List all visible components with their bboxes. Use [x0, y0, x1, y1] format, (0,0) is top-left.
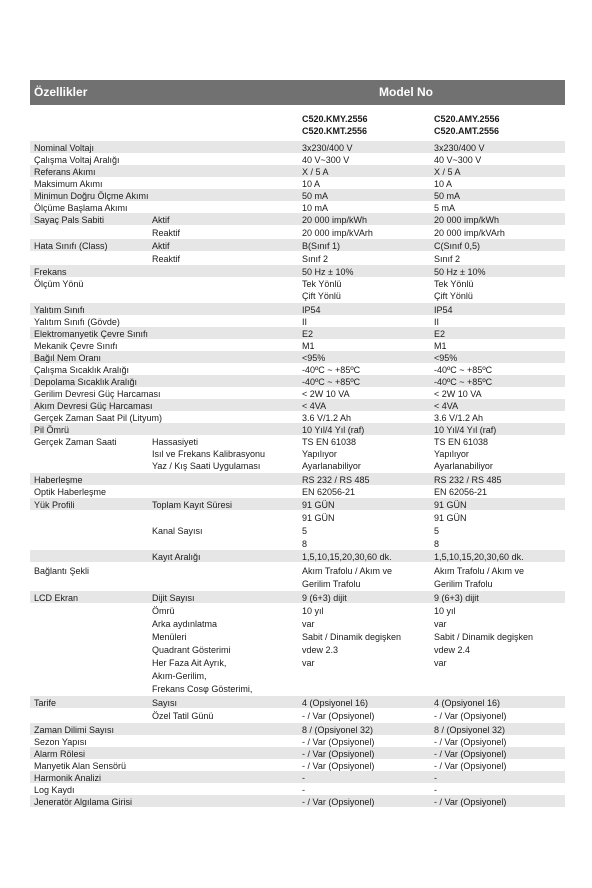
table-row	[30, 682, 565, 694]
feature-label: LCD Ekran	[34, 592, 79, 603]
model-a-value: 8 / (Opsiyonel 32)	[302, 724, 374, 735]
model-a-value: -	[302, 772, 305, 783]
feature-label: Bağıl Nem Oranı	[34, 352, 102, 363]
sub-feature-label: Toplam Kayıt Süresi	[152, 499, 233, 510]
model-a-value: var	[302, 657, 315, 668]
model-a-value: 40 V~300 V	[302, 154, 350, 165]
model-a-value: < 2W 10 VA	[302, 388, 350, 399]
model-a-value: B(Sınıf 1)	[302, 240, 341, 251]
table-row	[30, 771, 565, 783]
model-b-value: 3.6 V/1.2 Ah	[434, 412, 484, 423]
model-b-code-1: C520.AMY.2556	[434, 114, 500, 124]
feature-label: Mekanik Çevre Sınıfı	[34, 340, 118, 351]
model-a-value: 5	[302, 525, 308, 536]
sub-feature-label: Frekans Cosφ Gösterimi,	[152, 683, 253, 694]
table-row	[30, 669, 565, 681]
feature-label: Zaman Dilimi Sayısı	[34, 724, 115, 735]
sub-feature-label: Akım-Gerilim,	[152, 670, 207, 681]
sub-feature-label: Reaktif	[152, 227, 181, 238]
model-a-value: <95%	[302, 352, 326, 363]
model-a-value: - / Var (Opsiyonel)	[302, 796, 375, 807]
model-b-value: II	[434, 316, 440, 327]
model-b-value: 20 000 imp/kVArh	[434, 227, 505, 238]
table-row	[30, 735, 565, 747]
model-a-value: 50 mA	[302, 190, 329, 201]
model-b-value: - / Var (Opsiyonel)	[434, 796, 507, 807]
sub-feature-label: Aktif	[152, 214, 170, 225]
table-row	[30, 213, 565, 225]
feature-label: Bağlantı Şekli	[34, 565, 90, 576]
model-b-value: var	[434, 657, 447, 668]
model-b-value: 50 Hz ± 10%	[434, 266, 486, 277]
feature-label: Alarm Rölesi	[34, 748, 86, 759]
model-a-value: X / 5 A	[302, 166, 329, 177]
model-b-value: 10 A	[434, 178, 453, 189]
table-row	[30, 537, 565, 549]
sub-feature-label: Ömrü	[152, 605, 175, 616]
model-a-value: Yapılıyor	[302, 448, 337, 459]
feature-label: Hata Sınıfı (Class)	[34, 240, 108, 251]
sub-feature-label: Menüleri	[152, 631, 187, 642]
table-row	[30, 577, 565, 589]
feature-label: Tarife	[34, 697, 57, 708]
table-row	[30, 339, 565, 351]
model-a-value: < 4VA	[302, 400, 327, 411]
table-row	[30, 153, 565, 165]
sub-feature-label: Kayıt Aralığı	[152, 551, 201, 562]
feature-label: Çalışma Sıcaklık Aralığı	[34, 364, 130, 375]
model-b-value: vdew 2.4	[434, 644, 471, 655]
model-a-value: 91 GÜN	[302, 499, 335, 510]
model-b-value: -	[434, 784, 437, 795]
model-a-value: TS EN 61038	[302, 436, 357, 447]
model-b-value: E2	[434, 328, 446, 339]
model-b-value: Tek Yönlü	[434, 278, 474, 289]
model-b-heading	[434, 113, 500, 137]
model-a-value: -40ºC ~ +85ºC	[302, 376, 361, 387]
feature-label: Jeneratör Algılama Girisi	[34, 796, 133, 807]
feature-label: Yalıtım Sınıfı (Gövde)	[34, 316, 120, 327]
model-a-value: 20 000 imp/kVArh	[302, 227, 373, 238]
model-b-code-2: C520.AMT.2556	[434, 126, 500, 136]
table-row	[30, 723, 565, 735]
sub-feature-label: Isıl ve Frekans Kalibrasyonu	[152, 448, 266, 459]
table-row	[30, 315, 565, 327]
model-b-value: 91 GÜN	[434, 499, 467, 510]
model-a-value: II	[302, 316, 308, 327]
table-row	[30, 709, 565, 721]
model-b-value: var	[434, 618, 447, 629]
table-row	[30, 177, 565, 189]
sub-feature-label: Arka aydınlatma	[152, 618, 218, 629]
feature-label: Log Kaydı	[34, 784, 75, 795]
model-b-value: 91 GÜN	[434, 512, 467, 523]
model-a-value: 1,5,10,15,20,30,60 dk.	[302, 551, 392, 562]
table-row	[30, 643, 565, 655]
model-b-value: 8	[434, 538, 440, 549]
features-heading: Özellikler	[34, 85, 88, 99]
feature-label: Sayaç Pals Sabiti	[34, 214, 105, 225]
model-b-value: 3x230/400 V	[434, 142, 485, 153]
model-a-value: - / Var (Opsiyonel)	[302, 760, 375, 771]
model-a-value: 9 (6+3) dijit	[302, 592, 347, 603]
feature-label: Frekans	[34, 266, 67, 277]
table-row	[30, 473, 565, 485]
model-b-value: -40ºC ~ +85ºC	[434, 364, 493, 375]
model-b-value: < 4VA	[434, 400, 459, 411]
table-row	[30, 351, 565, 363]
model-a-value: 10 yıl	[302, 605, 324, 616]
table-row	[30, 303, 565, 315]
table-row	[30, 226, 565, 238]
model-b-value: 50 mA	[434, 190, 461, 201]
model-a-value: 20 000 imp/kWh	[302, 214, 368, 225]
model-b-value: Ayarlanabiliyor	[434, 460, 493, 471]
model-b-value: < 2W 10 VA	[434, 388, 482, 399]
model-b-value: -40ºC ~ +85ºC	[434, 376, 493, 387]
model-a-value: - / Var (Opsiyonel)	[302, 748, 375, 759]
table-row	[30, 524, 565, 536]
model-a-code-1: C520.KMY.2556	[302, 114, 368, 124]
model-b-value: - / Var (Opsiyonel)	[434, 736, 507, 747]
model-a-value: Tek Yönlü	[302, 278, 342, 289]
model-a-value: Ayarlanabiliyor	[302, 460, 361, 471]
table-row	[30, 277, 565, 289]
model-b-value: 8 / (Opsiyonel 32)	[434, 724, 506, 735]
model-a-value: E2	[302, 328, 314, 339]
table-row	[30, 604, 565, 616]
table-row	[30, 201, 565, 213]
table-row	[30, 239, 565, 251]
model-b-value: 10 yıl	[434, 605, 456, 616]
feature-label: Referans Akımı	[34, 166, 96, 177]
model-a-value: RS 232 / RS 485	[302, 474, 370, 485]
table-row	[30, 447, 565, 459]
feature-label: Ölçüm Yönü	[34, 278, 84, 289]
table-row	[30, 795, 565, 807]
model-b-value: Sınıf 2	[434, 253, 461, 264]
model-b-value: - / Var (Opsiyonel)	[434, 760, 507, 771]
table-row	[30, 423, 565, 435]
feature-label: Depolama Sıcaklık Aralığı	[34, 376, 138, 387]
model-a-value: -40ºC ~ +85ºC	[302, 364, 361, 375]
model-b-value: IP54	[434, 304, 453, 315]
model-a-value: 4 (Opsiyonel 16)	[302, 697, 369, 708]
feature-label: Sezon Yapısı	[34, 736, 87, 747]
model-b-value: Yapılıyor	[434, 448, 469, 459]
model-a-value: Akım Trafolu / Akım ve	[302, 565, 393, 576]
sub-feature-label: Quadrant Gösterimi	[152, 644, 231, 655]
table-row	[30, 550, 565, 562]
table-row	[30, 363, 565, 375]
model-a-value: EN 62056-21	[302, 486, 356, 497]
sub-feature-label: Hassasiyeti	[152, 436, 199, 447]
feature-label: Nominal Voltajı	[34, 142, 95, 153]
table-row	[30, 591, 565, 603]
sub-feature-label: Kanal Sayısı	[152, 525, 203, 536]
model-b-value: EN 62056-21	[434, 486, 488, 497]
model-b-value: TS EN 61038	[434, 436, 489, 447]
table-row	[30, 289, 565, 301]
spec-sheet	[30, 80, 565, 812]
model-b-value: 1,5,10,15,20,30,60 dk.	[434, 551, 524, 562]
model-a-value: 10 mA	[302, 202, 329, 213]
feature-label: Manyetik Alan Sensörü	[34, 760, 127, 771]
model-b-value: 4 (Opsiyonel 16)	[434, 697, 501, 708]
model-b-value: Gerilim Trafolu	[434, 578, 493, 589]
model-a-value: Sınıf 2	[302, 253, 329, 264]
model-a-value: var	[302, 618, 315, 629]
sub-feature-label: Reaktif	[152, 253, 181, 264]
table-header-bar	[30, 80, 565, 105]
feature-label: Optik Haberleşme	[34, 486, 107, 497]
table-row	[30, 498, 565, 510]
table-row	[30, 485, 565, 497]
table-row	[30, 511, 565, 523]
sub-feature-label: Özel Tatil Günü	[152, 710, 214, 721]
feature-label: Gerilim Devresi Güç Harcaması	[34, 388, 161, 399]
table-row	[30, 375, 565, 387]
model-b-value: 40 V~300 V	[434, 154, 482, 165]
model-b-value: - / Var (Opsiyonel)	[434, 710, 507, 721]
feature-label: Çalışma Voltaj Aralığı	[34, 154, 120, 165]
model-a-value: 10 A	[302, 178, 321, 189]
model-b-value: X / 5 A	[434, 166, 461, 177]
table-row	[30, 617, 565, 629]
model-a-value: Çift Yönlü	[302, 290, 341, 301]
table-row	[30, 165, 565, 177]
feature-label: Harmonik Analizi	[34, 772, 102, 783]
table-row	[30, 435, 565, 447]
table-row	[30, 411, 565, 423]
table-row	[30, 747, 565, 759]
table-row	[30, 564, 565, 576]
model-no-heading: Model No	[379, 85, 433, 99]
sub-feature-label: Aktif	[152, 240, 170, 251]
model-b-value: Sabit / Dinamik degişken	[434, 631, 534, 642]
model-a-value: - / Var (Opsiyonel)	[302, 710, 375, 721]
sub-feature-label: Sayısı	[152, 697, 178, 708]
table-row	[30, 459, 565, 471]
table-row	[30, 252, 565, 264]
sub-feature-label: Dijit Sayısı	[152, 592, 195, 603]
model-b-value: C(Sınıf 0,5)	[434, 240, 481, 251]
model-a-value: vdew 2.3	[302, 644, 339, 655]
sub-feature-label: Her Faza Ait Ayrık,	[152, 657, 227, 668]
model-a-value: 91 GÜN	[302, 512, 335, 523]
table-row	[30, 141, 565, 153]
model-a-code-2: C520.KMT.2556	[302, 126, 368, 136]
model-a-heading	[302, 113, 368, 137]
model-a-value: Sabit / Dinamik degişken	[302, 631, 402, 642]
feature-label: Pil Ömrü	[34, 424, 70, 435]
feature-label: Gerçek Zaman Saat Pil (Lityum)	[34, 412, 163, 423]
model-b-value: 5	[434, 525, 440, 536]
model-a-value: 8	[302, 538, 308, 549]
table-row	[30, 630, 565, 642]
table-row	[30, 399, 565, 411]
model-b-value: 5 mA	[434, 202, 456, 213]
model-b-value: - / Var (Opsiyonel)	[434, 748, 507, 759]
table-row	[30, 696, 565, 708]
table-row	[30, 783, 565, 795]
feature-label: Yük Profili	[34, 499, 75, 510]
feature-label: Haberleşme	[34, 474, 83, 485]
model-a-value: IP54	[302, 304, 321, 315]
model-b-value: <95%	[434, 352, 458, 363]
model-a-value: M1	[302, 340, 315, 351]
table-row	[30, 656, 565, 668]
model-a-value: 3.6 V/1.2 Ah	[302, 412, 352, 423]
feature-label: Gerçek Zaman Saati	[34, 436, 117, 447]
model-b-value: M1	[434, 340, 447, 351]
model-b-value: Akım Trafolu / Akım ve	[434, 565, 525, 576]
feature-label: Yalıtım Sınıfı	[34, 304, 85, 315]
table-row	[30, 387, 565, 399]
model-b-value: RS 232 / RS 485	[434, 474, 502, 485]
model-a-value: -	[302, 784, 305, 795]
sub-feature-label: Yaz / Kış Saati Uygulaması	[152, 460, 261, 471]
feature-label: Ölçüme Başlama Akımı	[34, 202, 128, 213]
feature-label: Akım Devresi Güç Harcaması	[34, 400, 153, 411]
feature-label: Maksimum Akımı	[34, 178, 103, 189]
model-a-value: - / Var (Opsiyonel)	[302, 736, 375, 747]
model-a-value: 50 Hz ± 10%	[302, 266, 354, 277]
model-a-value: Gerilim Trafolu	[302, 578, 361, 589]
model-b-value: -	[434, 772, 437, 783]
model-b-value: 10 Yıl/4 Yıl (raf)	[434, 424, 497, 435]
table-row	[30, 759, 565, 771]
model-b-value: 9 (6+3) dijit	[434, 592, 479, 603]
table-row	[30, 189, 565, 201]
table-row	[30, 265, 565, 277]
table-row	[30, 327, 565, 339]
model-b-value: Çift Yönlü	[434, 290, 473, 301]
model-a-value: 3x230/400 V	[302, 142, 353, 153]
feature-label: Elektromanyetik Çevre Sınıfı	[34, 328, 149, 339]
model-b-value: 20 000 imp/kWh	[434, 214, 500, 225]
feature-label: Minimun Doğru Ölçme Akımı	[34, 190, 149, 201]
model-a-value: 10 Yıl/4 Yıl (raf)	[302, 424, 365, 435]
